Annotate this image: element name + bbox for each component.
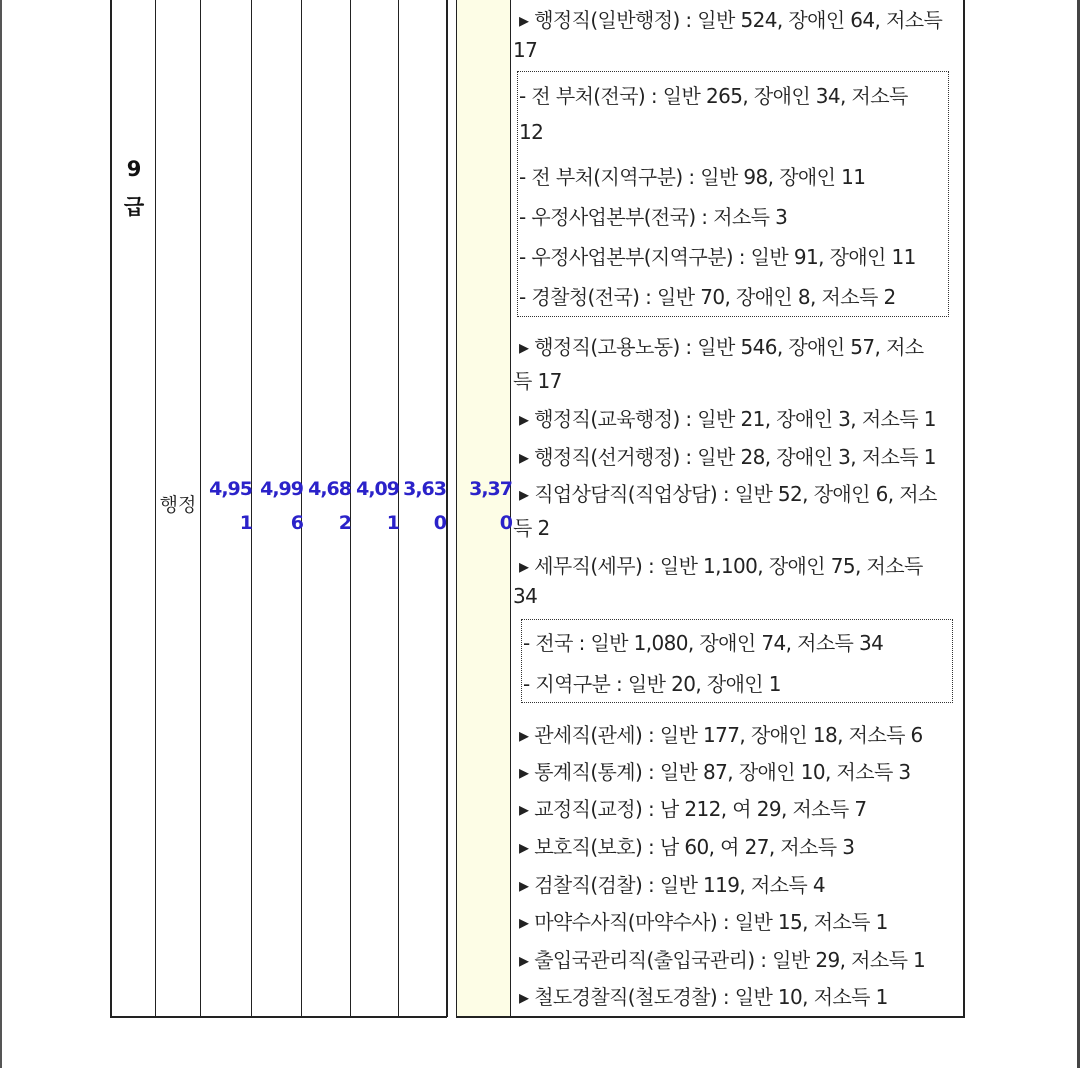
detail-line: ▸ 검찰직(검찰) : 일반 119, 저소득 4: [519, 873, 825, 897]
figure-value: 3,63 0: [403, 478, 446, 534]
detail-line: - 우정사업본부(지역구분) : 일반 91, 장애인 11: [519, 245, 916, 269]
detail-line: - 우정사업본부(전국) : 저소득 3: [519, 205, 788, 229]
figure-value: 3,37 0: [469, 478, 512, 534]
detail-line: ▸ 세무직(세무) : 일반 1,100, 장애인 75, 저소득: [519, 554, 923, 578]
grade-label: 9 급: [123, 157, 145, 219]
detail-line: ▸ 철도경찰직(철도경찰) : 일반 10, 저소득 1: [519, 985, 888, 1009]
detail-line: 12: [519, 120, 544, 144]
detail-line: ▸ 통계직(통계) : 일반 87, 장애인 10, 저소득 3: [519, 760, 911, 784]
detail-line: ▸ 교정직(교정) : 남 212, 여 29, 저소득 7: [519, 797, 867, 821]
detail-line: - 지역구분 : 일반 20, 장애인 1: [523, 672, 781, 696]
column-divider: [446, 0, 448, 1017]
detail-line: - 전국 : 일반 1,080, 장애인 74, 저소득 34: [523, 631, 884, 655]
detail-line: ▸ 마약수사직(마약수사) : 일반 15, 저소득 1: [519, 910, 888, 934]
detail-line: - 경찰청(전국) : 일반 70, 장애인 8, 저소득 2: [519, 285, 896, 309]
detail-line: ▸ 행정직(교육행정) : 일반 21, 장애인 3, 저소득 1: [519, 407, 936, 431]
detail-line: 득 17: [513, 369, 562, 393]
page-edge-left: [0, 0, 2, 1068]
figure-value: 4,09 1: [356, 478, 399, 534]
table-bottom-border: [456, 1016, 965, 1018]
figure-value: 4,95 1: [209, 478, 252, 534]
detail-line: - 전 부처(지역구분) : 일반 98, 장애인 11: [519, 165, 866, 189]
detail-line: - 전 부처(전국) : 일반 265, 장애인 34, 저소득: [519, 84, 908, 108]
detail-line: ▸ 행정직(일반행정) : 일반 524, 장애인 64, 저소득: [519, 8, 943, 32]
figure-value: 4,99 6: [260, 478, 303, 534]
category-label: 행정: [159, 494, 197, 516]
detail-line: ▸ 행정직(선거행정) : 일반 28, 장애인 3, 저소득 1: [519, 445, 936, 469]
detail-line: ▸ 보호직(보호) : 남 60, 여 27, 저소득 3: [519, 835, 855, 859]
detail-line: ▸ 행정직(고용노동) : 일반 546, 장애인 57, 저소: [519, 335, 924, 359]
figure-value: 4,68 2: [308, 478, 351, 534]
table-bottom-border: [110, 1016, 447, 1018]
detail-line: 34: [513, 584, 538, 608]
detail-line: 17: [513, 38, 538, 62]
detail-line: 득 2: [513, 516, 550, 540]
detail-line: ▸ 출입국관리직(출입국관리) : 일반 29, 저소득 1: [519, 948, 926, 972]
detail-line: ▸ 관세직(관세) : 일반 177, 장애인 18, 저소득 6: [519, 723, 923, 747]
detail-line: ▸ 직업상담직(직업상담) : 일반 52, 장애인 6, 저소: [519, 482, 937, 506]
table-border-right: [963, 0, 965, 1017]
